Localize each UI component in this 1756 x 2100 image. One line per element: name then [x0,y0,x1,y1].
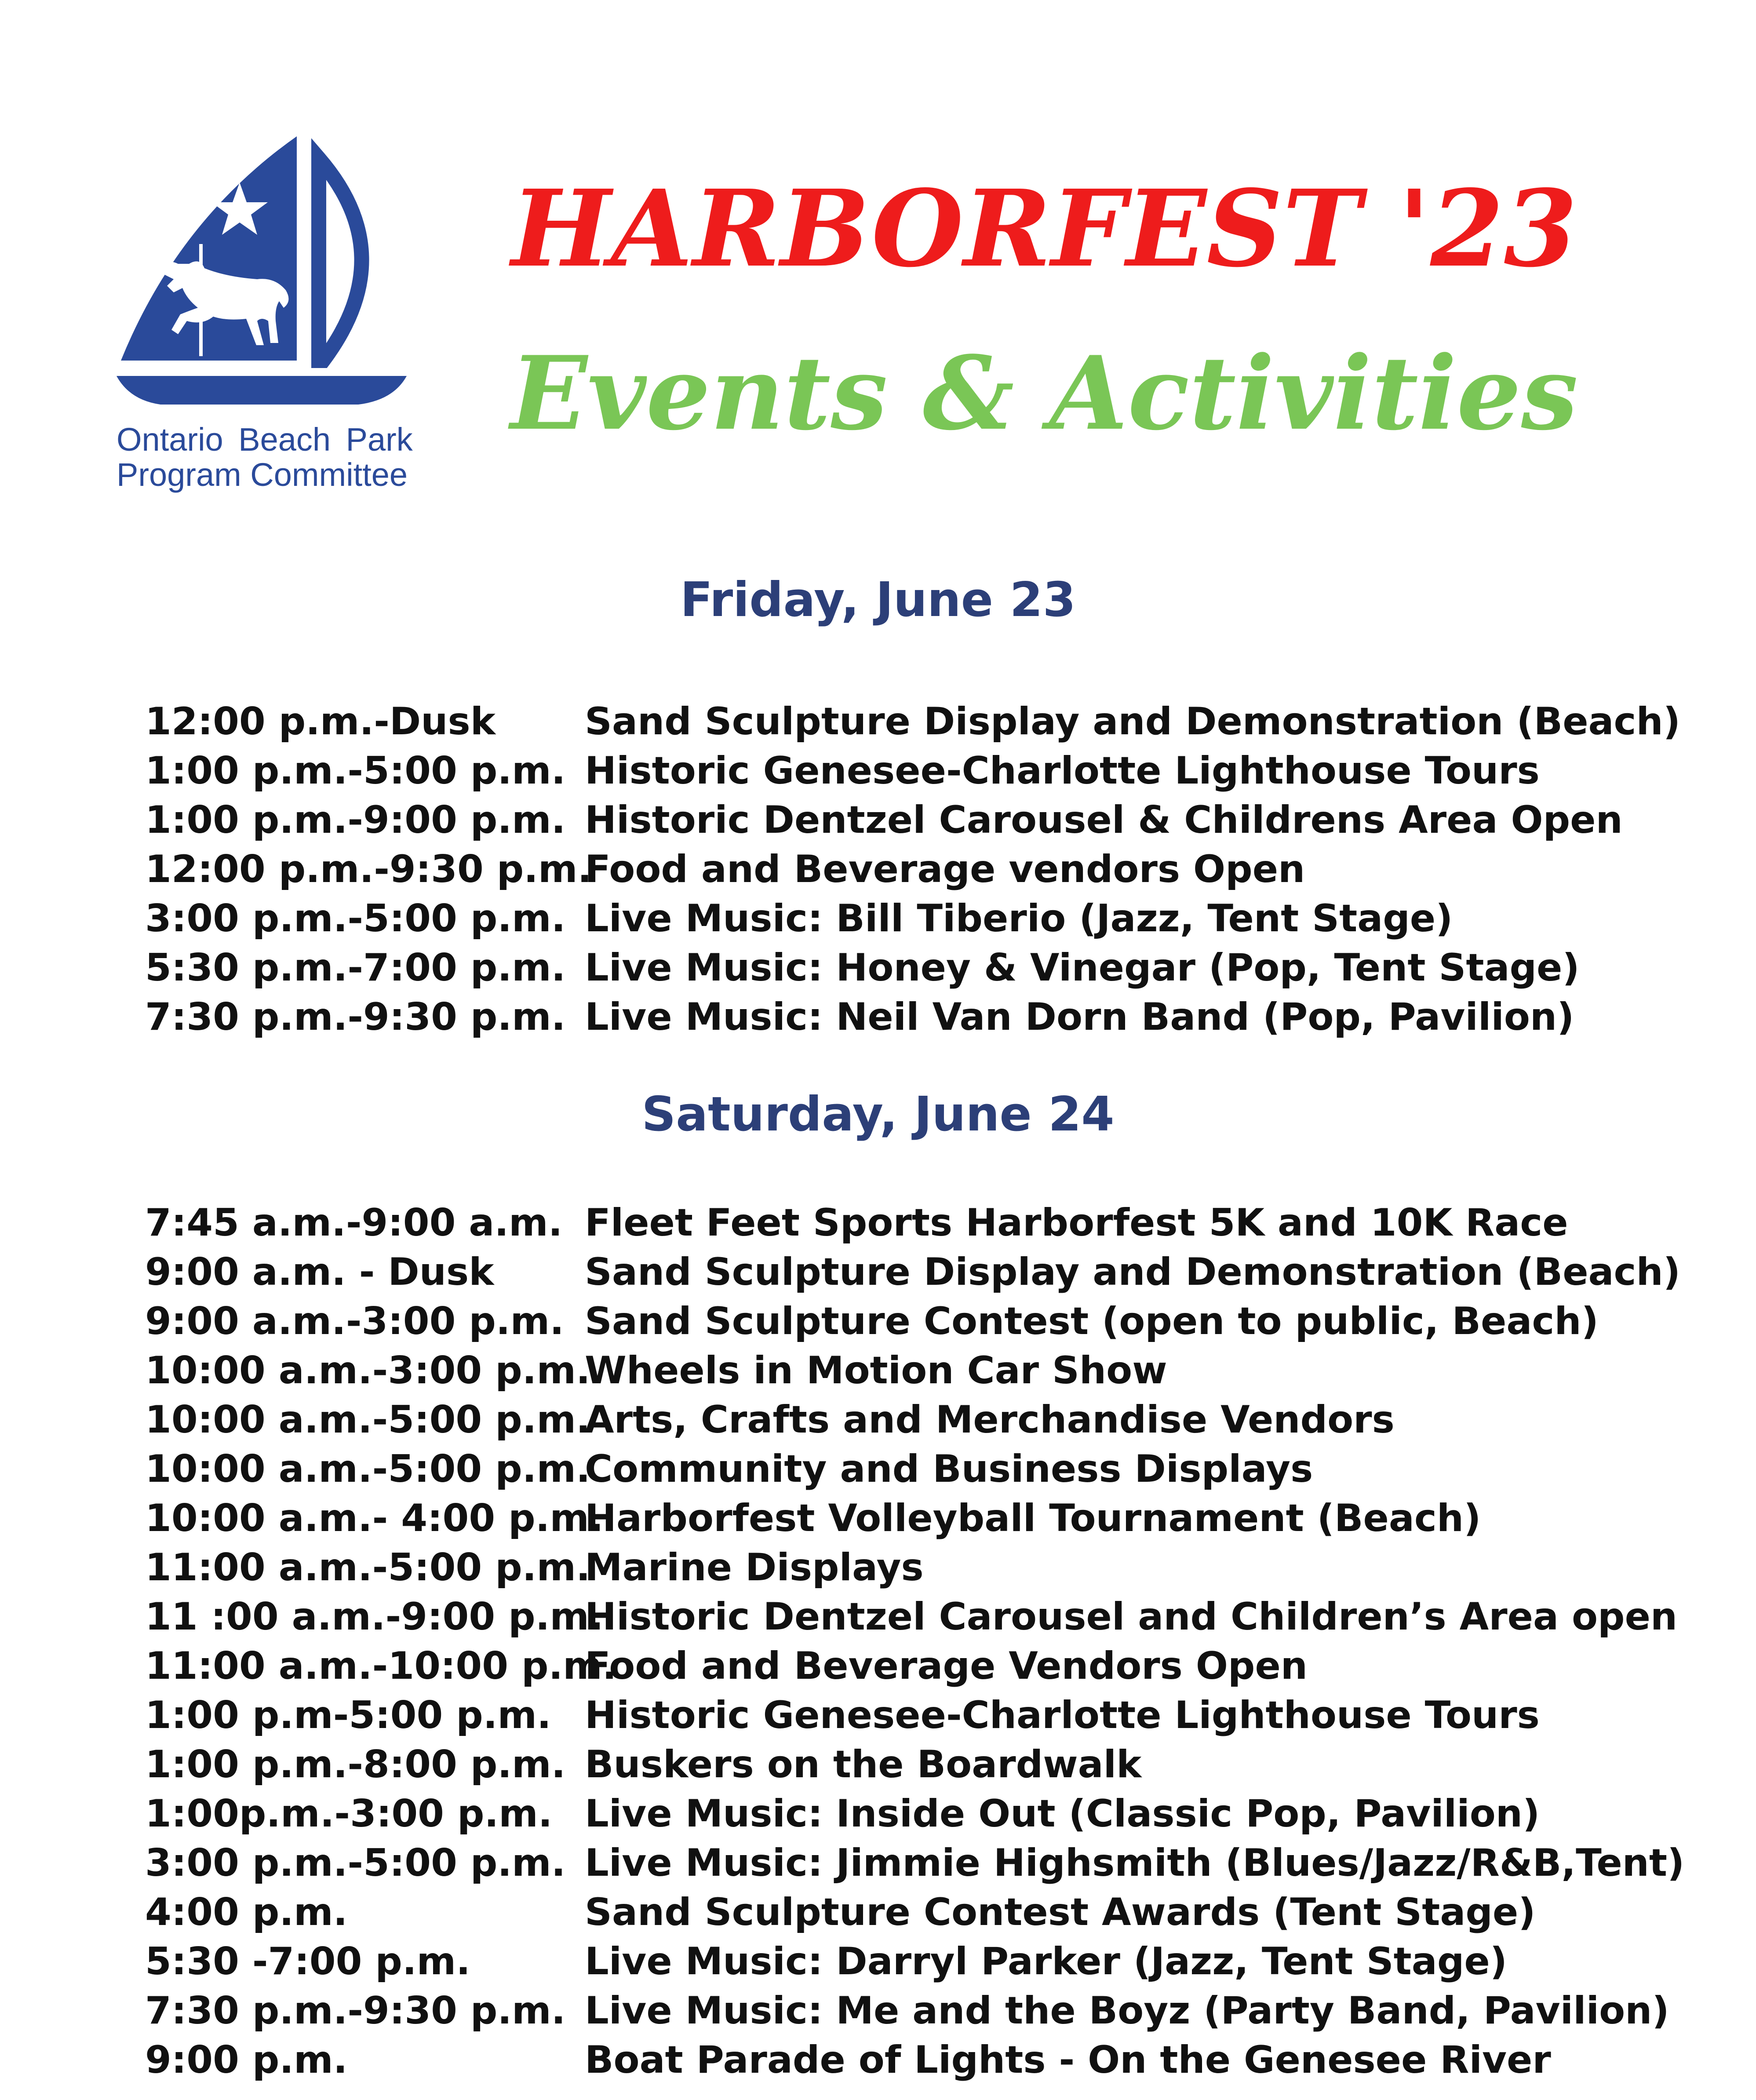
logo-text-line1: Ontario Beach Park [117,421,413,458]
schedule-row [145,1691,1728,1740]
schedule-row [145,697,1728,746]
event-description: Arts, Crafts and Merchandise Vendors [585,1398,1395,1442]
event-time: 1:00p.m.-3:00 p.m. [145,1792,553,1836]
event-time: 11:00 a.m.-5:00 p.m. [145,1546,590,1590]
schedule-row [145,746,1728,795]
friday-heading: Friday, June 23 [680,572,1076,627]
sailboat-logo-icon [112,132,420,422]
event-description: Wheels in Motion Car Show [585,1349,1167,1393]
event-time: 7:30 p.m.-9:30 p.m. [145,995,566,1039]
event-time: 5:30 p.m.-7:00 p.m. [145,946,566,990]
event-description: Sand Sculpture Display and Demonstration (Beach) [585,700,1681,744]
event-description: Historic Dentzel Carousel and Children’s Area open [585,1595,1678,1639]
schedule-row [145,1641,1728,1691]
schedule-row [145,1937,1728,1986]
event-description: Community and Business Displays [585,1447,1313,1491]
event-description: Live Music: Me and the Boyz (Party Band, Pavilion) [585,1989,1669,2033]
event-time: 4:00 p.m. [145,1890,348,1934]
event-description: Live Music: Neil Van Dorn Band (Pop, Pavilion) [585,995,1574,1039]
schedule-row [145,1543,1728,1592]
event-time: 5:30 -7:00 p.m. [145,1940,470,1983]
friday-schedule [145,697,1728,1042]
event-description: Historic Genesee-Charlotte Lighthouse Tours [585,1693,1540,1737]
schedule-row [145,1395,1728,1444]
schedule-row [145,1297,1728,1346]
schedule-row [145,1346,1728,1395]
schedule-row [145,943,1728,992]
event-time: 10:00 a.m.-5:00 p.m. [145,1447,590,1491]
event-time: 1:00 p.m.-8:00 p.m. [145,1743,566,1786]
saturday-schedule [145,1198,1728,2085]
event-description: Buskers on the Boardwalk [585,1743,1142,1786]
event-description: Live Music: Darryl Parker (Jazz, Tent Stage) [585,1940,1508,1983]
event-description: Live Music: Jimmie Highsmith (Blues/Jazz/R&B,Tent) [585,1841,1685,1885]
event-time: 3:00 p.m.-5:00 p.m. [145,897,566,941]
event-time: 9:00 a.m.-3:00 p.m. [145,1299,564,1343]
event-time: 11 :00 a.m.-9:00 p.m. [145,1595,604,1639]
event-description: Fleet Feet Sports Harborfest 5K and 10K Race [585,1201,1568,1245]
logo-text-line2: Program Committee [117,456,408,493]
schedule-row [145,845,1728,894]
schedule-row [145,1888,1728,1937]
event-time: 3:00 p.m.-5:00 p.m. [145,1841,566,1885]
event-time: 9:00 a.m. - Dusk [145,1250,494,1294]
schedule-row [145,1444,1728,1494]
saturday-heading: Saturday, June 24 [641,1087,1115,1142]
event-description: Live Music: Honey & Vinegar (Pop, Tent Stage) [585,946,1580,990]
schedule-row [145,1592,1728,1641]
event-time: 1:00 p.m.-5:00 p.m. [145,749,566,793]
schedule-row [145,1986,1728,2035]
event-description: Live Music: Inside Out (Classic Pop, Pavilion) [585,1792,1540,1836]
schedule-row [145,1198,1728,1247]
schedule-row [145,1740,1728,1789]
page-title: HARBORFEST '23 [511,167,1577,291]
schedule-row [145,795,1728,845]
schedule-row [145,1789,1728,1838]
event-description: Historic Dentzel Carousel & Childrens Area Open [585,798,1623,842]
event-time: 10:00 a.m.-3:00 p.m. [145,1349,590,1393]
event-time: 7:45 a.m.-9:00 a.m. [145,1201,563,1245]
event-description: Sand Sculpture Contest Awards (Tent Stage) [585,1890,1536,1934]
ontario-beach-park-logo [112,132,420,492]
event-description: Historic Genesee-Charlotte Lighthouse Tours [585,749,1540,793]
event-description: Harborfest Volleyball Tournament (Beach) [585,1496,1481,1540]
event-description: Marine Displays [585,1546,924,1590]
event-description: Sand Sculpture Display and Demonstration (Beach) [585,1250,1681,1294]
event-description: Food and Beverage Vendors Open [585,1644,1308,1688]
event-time: 7:30 p.m.-9:30 p.m. [145,1989,566,2033]
schedule-row [145,2035,1728,2085]
event-time: 12:00 p.m.-9:30 p.m. [145,847,592,891]
schedule-row [145,894,1728,943]
event-time: 11:00 a.m.-10:00 p.m. [145,1644,617,1688]
event-description: Boat Parade of Lights - On the Genesee River [585,2038,1551,2082]
event-time: 1:00 p.m.-9:00 p.m. [145,798,566,842]
event-description: Live Music: Bill Tiberio (Jazz, Tent Stage) [585,897,1453,941]
page-subtitle: Events & Activities [510,334,1578,453]
event-time: 10:00 a.m.-5:00 p.m. [145,1398,590,1442]
schedule-row [145,992,1728,1042]
schedule-row [145,1838,1728,1888]
event-description: Food and Beverage vendors Open [585,847,1305,891]
event-time: 1:00 p.m-5:00 p.m. [145,1693,551,1737]
event-time: 12:00 p.m.-Dusk [145,700,495,744]
schedule-row [145,1247,1728,1297]
event-description: Sand Sculpture Contest (open to public, Beach) [585,1299,1599,1343]
schedule-row [145,1494,1728,1543]
event-time: 9:00 p.m. [145,2038,348,2082]
event-time: 10:00 a.m.- 4:00 p.m. [145,1496,604,1540]
